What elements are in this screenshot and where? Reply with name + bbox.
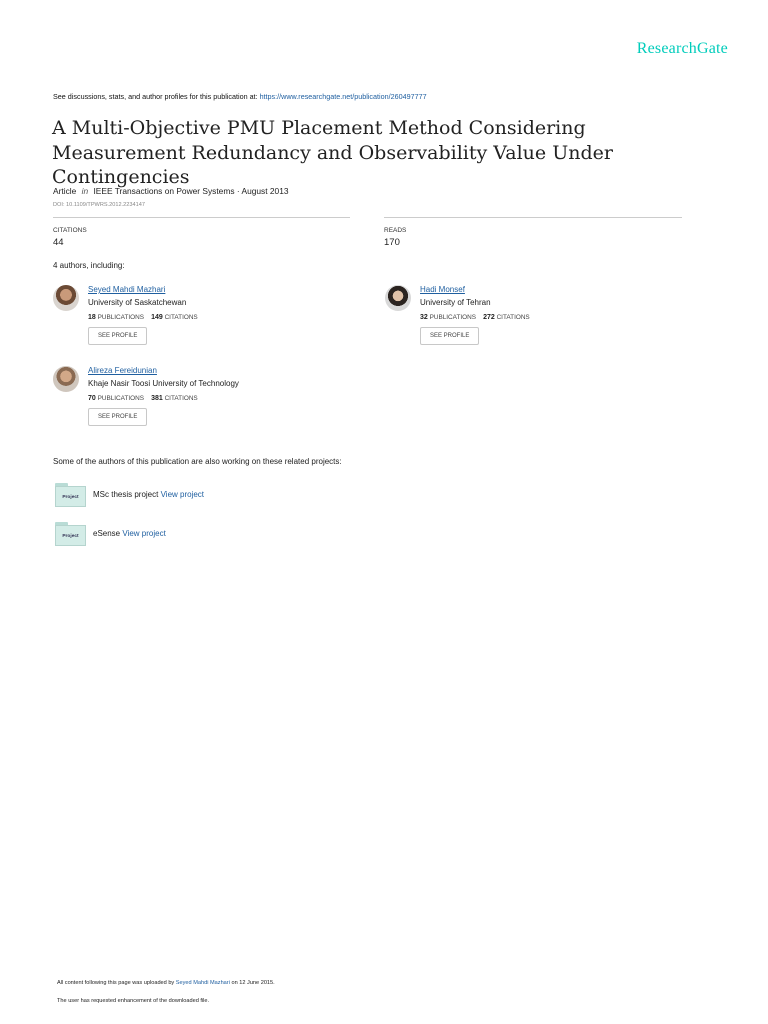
reads-value: 170	[384, 237, 400, 248]
see-profile-button[interactable]: SEE PROFILE	[88, 408, 147, 426]
discussions-prefix: See discussions, stats, and author profiles for this publication at:	[53, 92, 258, 101]
citations-value: 44	[53, 237, 64, 248]
citations-label: CITATIONS	[164, 395, 198, 402]
enhancement-note: The user has requested enhancement of the downloaded file.	[57, 998, 210, 1004]
citations-label: CITATIONS	[496, 314, 530, 321]
researchgate-logo[interactable]: ResearchGate	[636, 40, 728, 57]
project-text	[93, 529, 166, 538]
projects-heading: Some of the authors of this publication are also working on these related projects:	[53, 457, 342, 466]
project-name: MSc thesis project	[93, 490, 159, 499]
author-counts	[88, 314, 198, 321]
publications-label: PUBLICATIONS	[97, 314, 144, 321]
publications-count: 70	[88, 395, 96, 402]
publications-label: PUBLICATIONS	[97, 395, 144, 402]
publication-link[interactable]: https://www.researchgate.net/publication/260497777	[259, 92, 427, 101]
author-institution: Khaje Nasir Toosi University of Technology	[88, 379, 239, 388]
citations-count: 149	[151, 314, 163, 321]
publications-label: PUBLICATIONS	[429, 314, 476, 321]
project-badge: Project	[55, 486, 86, 507]
author-name[interactable]: Hadi Monsef	[420, 285, 465, 294]
divider-right	[384, 217, 682, 218]
publications-count: 18	[88, 314, 96, 321]
project-text	[93, 490, 204, 499]
upload-prefix: All content following this page was uploaded by	[57, 980, 175, 986]
citations-count: 381	[151, 395, 163, 402]
discussions-line	[53, 92, 427, 101]
author-institution: University of Saskatchewan	[88, 298, 187, 307]
view-project-link[interactable]: View project	[160, 490, 205, 499]
in-word: in	[81, 186, 89, 196]
author-card	[53, 285, 373, 349]
project-name: eSense	[93, 529, 121, 538]
author-counts	[88, 395, 198, 402]
upload-suffix: on 12 June 2015.	[231, 980, 275, 986]
author-name[interactable]: Seyed Mahdi Mazhari	[88, 285, 166, 294]
project-folder-icon	[55, 483, 86, 507]
doi: DOI: 10.1109/TPWRS.2012.2234147	[53, 202, 145, 208]
author-name[interactable]: Alireza Fereidunian	[88, 366, 157, 375]
publication-title: A Multi-Objective PMU Placement Method Considering Measurement Redundancy and Observability Value Under Contingencies	[52, 117, 613, 188]
venue: IEEE Transactions on Power Systems · August 2013	[93, 186, 289, 196]
see-profile-button[interactable]: SEE PROFILE	[88, 327, 147, 345]
author-counts	[420, 314, 530, 321]
avatar[interactable]	[53, 366, 79, 392]
avatar[interactable]	[385, 285, 411, 311]
publication-meta	[53, 186, 289, 196]
publications-count: 32	[420, 314, 428, 321]
avatar[interactable]	[53, 285, 79, 311]
upload-note	[57, 980, 275, 986]
project-folder-icon	[55, 522, 86, 546]
citations-label: CITATIONS	[164, 314, 198, 321]
uploader-link[interactable]: Seyed Mahdi Mazhari	[175, 980, 230, 986]
view-project-link[interactable]: View project	[122, 529, 166, 538]
citations-label: CITATIONS	[53, 227, 87, 234]
reads-label: READS	[384, 227, 407, 234]
authors-heading: 4 authors, including:	[53, 261, 125, 270]
author-card	[385, 285, 705, 349]
author-card	[53, 366, 373, 430]
project-badge: Project	[55, 525, 86, 546]
article-type: Article	[53, 186, 77, 196]
divider-left	[53, 217, 350, 218]
citations-count: 272	[483, 314, 495, 321]
author-institution: University of Tehran	[420, 298, 491, 307]
see-profile-button[interactable]: SEE PROFILE	[420, 327, 479, 345]
